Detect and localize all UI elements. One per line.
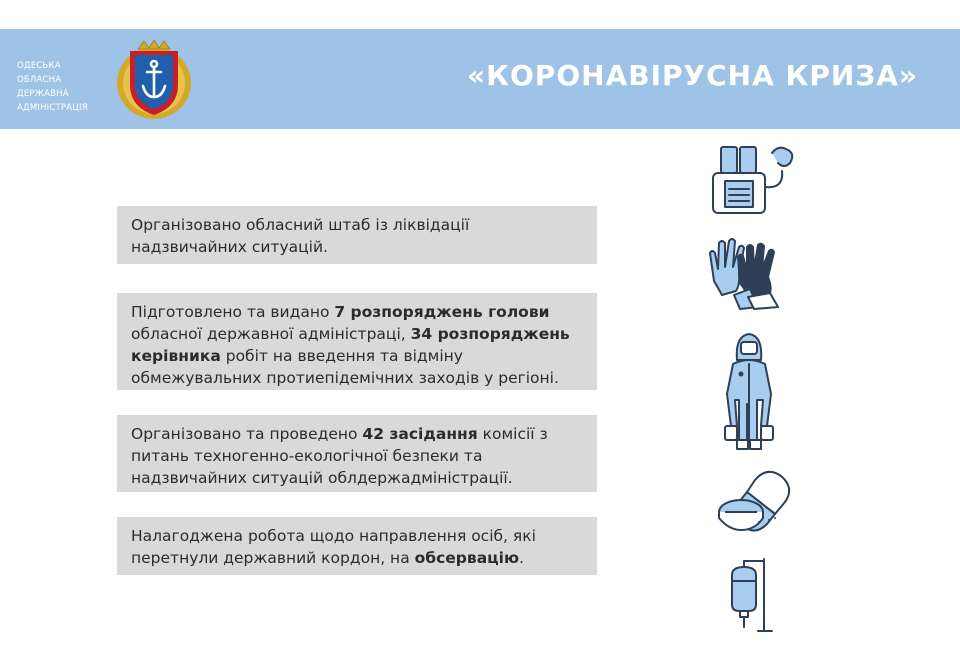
org-line: ОБЛАСНА [17,75,62,85]
page-title: «КОРОНАВІРУСНА КРИЗА» [467,59,918,92]
info-item-headquarters [117,206,597,264]
info-item-commission-meetings [117,415,597,492]
item-text: Організовано та проведено [131,425,363,443]
coat-of-arms-icon [114,39,194,121]
protective-suit-icon [717,330,781,452]
org-line: АДМІНІСТРАЦІЯ [17,103,88,113]
highlight-text: обсервацію [414,549,520,567]
highlight-text: 7 розпоряджень голови [334,303,550,321]
info-item-orders [117,293,597,390]
highlight-text: 34 розпоряджень керівника [131,325,570,365]
header-banner [0,29,960,129]
organization-name [17,59,88,115]
gloves-icon [706,237,786,311]
iv-drip-icon [724,555,776,633]
org-line: ОДЕСЬКА [17,61,61,71]
item-text: Підготовлено та видано [131,303,335,321]
item-text: робіт на введення та відміну обмежувальних протиепідемічних заходів у регіоні. [131,347,559,387]
item-text: обласної державної адміністраці, [131,325,411,343]
item-text: Налагоджена робота щодо направлення осіб, які перетнули державний кордон, на [131,527,536,567]
item-text: . [519,549,524,567]
item-text: комісії з питань техногенно-екологічної безпеки та надзвичайних ситуацій облдержадміністрації. [131,425,548,487]
pills-icon [715,468,797,532]
highlight-text: 42 засідання [362,425,478,443]
item-text: Організовано обласний штаб із ліквідації надзвичайних ситуацій. [131,216,470,256]
org-line: ДЕРЖАВНА [17,89,69,99]
medical-device-icon [708,143,800,218]
info-item-observation [117,517,597,575]
